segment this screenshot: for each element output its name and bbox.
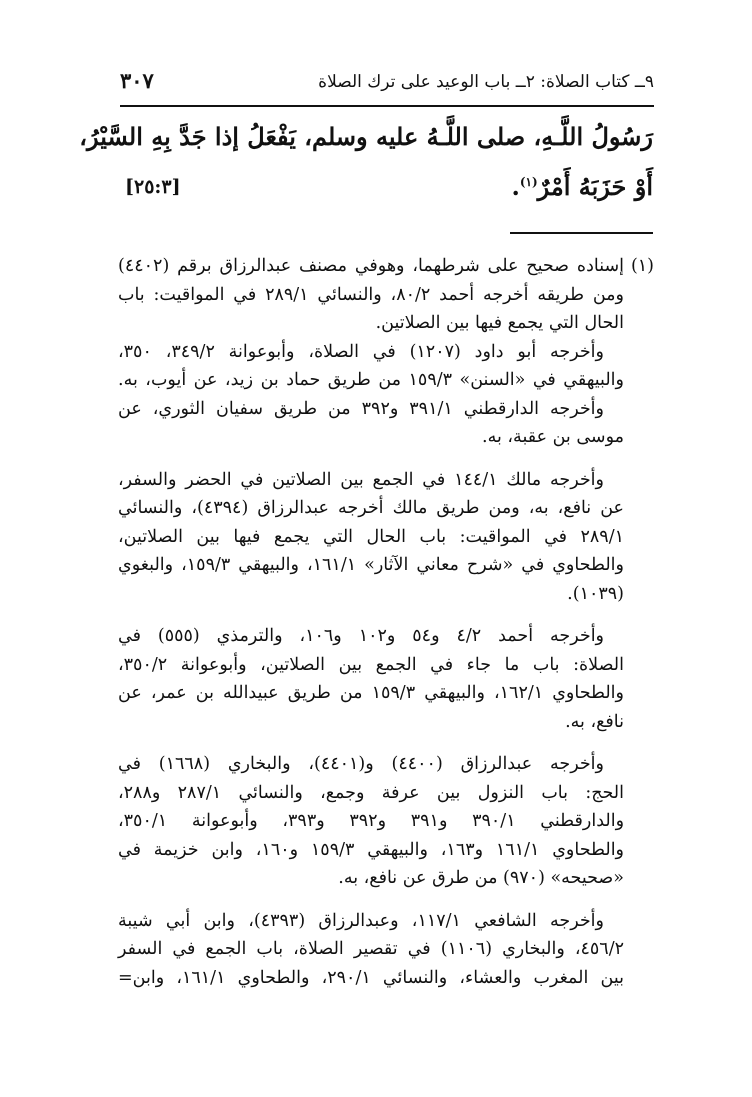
footnote-paragraph (118, 466, 654, 609)
footnote-line: «صحيحه» (٩٧٠) من طرق عن نافع، به. (338, 868, 624, 888)
footnote-line: عن نافع، به، ومن طريق مالك أخرجه عبدالرزاق (٤٣٩٤)، والنسائي (118, 498, 624, 518)
footnote-line: ٢٨٩/١ في المواقيت: باب الحال التي يجمع فيها بين الصلاتين، (118, 526, 624, 547)
footnote-line: (١٠٣٩). (567, 583, 624, 604)
footnote-line: نافع، به. (565, 711, 624, 732)
hadith-line-2 (125, 162, 653, 212)
footnote-reference[interactable]: (١) (519, 175, 538, 189)
footnote-line: وأخرجه الدارقطني ٣٩١/١ و٣٩٢ من طريق سفيان الثوري، عن (118, 398, 604, 419)
footnote-line: ٤٥٦/٢، والبخاري (١١٠٦) في تقصير الصلاة، باب الجمع في السفر (118, 939, 624, 959)
footnote-line: والدارقطني ٣٩٠/١ و٣٩١ و٣٩٢ و٣٩٣، وأبوعوانة ٣٥٠/١، (118, 811, 625, 831)
footnote-paragraph (118, 338, 654, 395)
header-divider (120, 105, 654, 107)
footnote-line: إسناده صحيح على شرطهما، وهوفي مصنف عبدالرزاق برقم (٤٤٠٢) (118, 256, 624, 276)
footnote-line: وأخرجه الشافعي ١١٧/١، وعبدالرزاق (٤٣٩٣)، وابن أبي شيبة (118, 910, 604, 931)
footnote-line: وأخرجه أحمد ٤/٢ و٥٤ و١٠٢ و١٠٦، والترمذي (٥٥٥) في (118, 626, 605, 646)
footnote-line: والطحاوي ١٦٢/١، والبيهقي ١٥٩/٣ من طريق عبيدالله بن عمر، عن (118, 683, 624, 703)
hadith-line-1: رَسُولُ اللَّـهِ، صلى اللَّـهُ عليه وسلم، يَفْعَلُ إذا جَدَّ بِهِ السَّيْرُ، (79, 122, 653, 151)
footnote-paragraph (118, 750, 654, 893)
page-number: ٣٠٧ (120, 68, 154, 93)
footnote-line: والطحاوي في «شرح معاني الآثار» ١٦١/١، والبيهقي ١٥٩/٣، والبغوي (118, 555, 624, 575)
footnote-line: والطحاوي ١٦١/١ و١٦٣، والبيهقي ١٥٩/٣ و١٦٠، وابن خزيمة في (118, 839, 625, 860)
hadith-reference: [٢٥:٣] (125, 176, 181, 198)
footnote-line: وأخرجه عبدالرزاق (٤٤٠٠) و(٤٤٠١)، والبخاري (١٦٦٨) في (118, 754, 605, 774)
running-header (120, 64, 654, 104)
footnote-line: موسى بن عقبة، به. (482, 427, 624, 447)
hadith-line-2-end: . (511, 172, 520, 201)
footnote-line: وأخرجه مالك ١٤٤/١ في الجمع بين الصلاتين في الحضر والسفر، (118, 469, 604, 490)
footnote-line: الصلاة: باب ما جاء في الجمع بين الصلاتين، وأبوعوانة ٣٥٠/٢، (118, 654, 624, 675)
footnote-line: ومن طريقه أخرجه أحمد ٨٠/٢، والنسائي ٢٨٩/١ في المواقيت: باب (118, 284, 624, 305)
footnote-line: الحال التي يجمع فيها بين الصلاتين. (375, 313, 624, 333)
footnote-paragraph (118, 907, 654, 993)
footnote-line: وأخرجه أبو داود (١٢٠٧) في الصلاة، وأبوعوانة ٣٤٩/٢، ٣٥٠، (118, 341, 604, 362)
hadith-line-2-text: أَوْ حَزَبَهُ أَمْرٌ (537, 172, 653, 201)
hadith-text (79, 112, 653, 212)
chapter-title: ٩ــ كتاب الصلاة: ٢ــ باب الوعيد على ترك الصلاة (318, 72, 654, 92)
footnote-paragraph (118, 395, 654, 452)
footnote-line: الحج: باب النزول بين عرفة وجمع، والنسائي ٢٨٧/١ و٢٨٨، (118, 782, 625, 803)
footnote-marker: (١) (630, 256, 654, 276)
footnote-line: بين المغرب والعشاء، والنسائي ٢٩٠/١، والطحاوي ١٦١/١، وابن= (118, 967, 624, 988)
footnotes-section (118, 252, 654, 992)
footnote-line: والبيهقي في «السنن» ١٥٩/٣ من طريق حماد بن زيد، عن أيوب، به. (118, 370, 624, 390)
footnote-divider (510, 232, 653, 234)
footnote-paragraph (118, 252, 654, 338)
footnote-paragraph (118, 622, 654, 736)
